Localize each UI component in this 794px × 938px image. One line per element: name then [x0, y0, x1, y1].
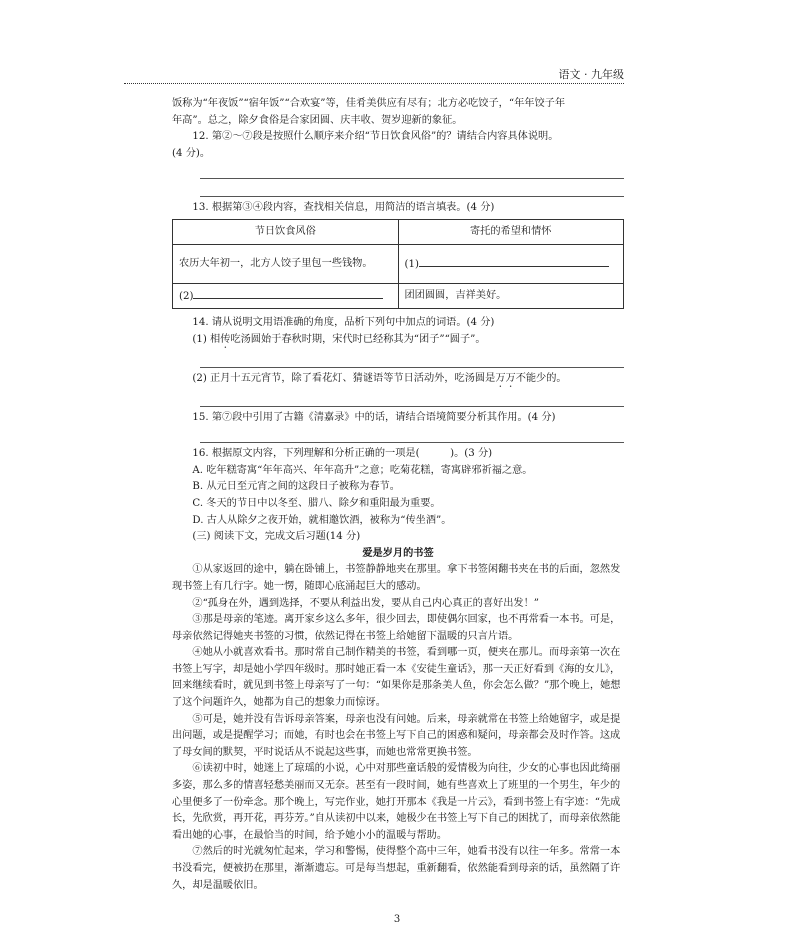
- q13-cell-hope-2: 团团圆圆，吉祥美好。: [398, 283, 624, 308]
- header-divider: [124, 83, 624, 84]
- intro-line-1: 饭称为“年夜饭”“宿年饭”“合欢宴”等，佳肴美供应有尽有；北方必吃饺子，“年年饺子年: [172, 98, 566, 109]
- q16-option-b[interactable]: B. 从元日至元宵之间的这段日子被称为春节。: [192, 481, 400, 493]
- passage-paragraph-2: ②“孤身在外，遇到选择，不要从利益出发，要从自己内心真正的喜好出发！”: [192, 597, 539, 609]
- header-subject-grade: 语文 · 九年级: [558, 68, 624, 81]
- page-number: 3: [393, 914, 401, 925]
- section3-heading: (三) 阅读下文，完成文后习题(14 分): [192, 531, 361, 543]
- q12-answer-line-2[interactable]: [200, 182, 624, 197]
- q15-answer-line[interactable]: [200, 428, 624, 443]
- q14-dotted-word-2: 万万: [495, 372, 516, 384]
- q14-dotted-word-1: 传: [220, 333, 231, 345]
- q16-option-c[interactable]: C. 冬天的节日中以冬至、腊八、除夕和重阳最为重要。: [192, 497, 441, 509]
- q16-option-a[interactable]: A. 吃年糕寄寓“年年高兴、年年高升”之意；吃菊花糕，寄寓辟邪祈福之意。: [192, 464, 533, 476]
- q16-text: 16. 根据原文内容，下列理解和分析正确的一项是( )。(3 分): [192, 448, 493, 460]
- passage-paragraph-4: ④她从小就喜欢看书。那时常自己制作精美的书签，看到哪一页，便夹在那儿。而母亲第一次在书签上写字，却是她小学四年级时。那时她正看一本《安徒生童话》，那一天正好看到《海的女儿》，回来继续看时，就见到书签上母亲写了一句：“如果你是那条美人鱼，你会怎么做？”那个晚上，她想了这个问题许久，她都为自己的想象力而惊讶。: [172, 647, 621, 709]
- q13-header-custom: 节日饮食风俗: [173, 219, 399, 244]
- q12-text: 12. 第②～⑦段是按照什么顺序来介绍“节日饮食风俗”的？请结合内容具体说明。: [192, 131, 559, 143]
- intro-line-2: 年高”。总之，除夕食俗是合家团圆、庆丰收、贺岁迎新的象征。: [172, 114, 463, 126]
- q14-answer-line-1[interactable]: [200, 353, 624, 368]
- passage-paragraph-3: ③那是母亲的笔迹。离开家乡这么多年，很少回去，即使偶尔回家，也不再常看一本书。可是，母亲依然记得她夹书签的习惯，依然记得在书签上给她留下温暖的只言片语。: [172, 614, 621, 642]
- passage-paragraph-5: ⑤可是，她并没有告诉母亲答案，母亲也没有问她。后来，母亲就常在书签上给她留字，或是提出问题，或是提醒学习；而她，有时也会在书签上写下自己的困惑和疑问，母亲都会及时作答。这成了母女间的默契，平时说话从不说起这些事，而她也常常更换书签。: [172, 713, 621, 758]
- q14-sentence-1: (1) 相传吃汤圆始于春秋时期，宋代时已经称其为“团子”“圆子”。: [192, 333, 486, 345]
- page-content: [172, 96, 624, 894]
- q13-cell-blank-1[interactable]: (1): [398, 244, 624, 283]
- passage-paragraph-6: ⑥读初中时，她迷上了琼瑶的小说，心中对那些童话般的爱情极为向往，少女的心事也因此绮丽多姿，那么多的情喜轻愁美丽而又无奈。甚至有一段时间，她有些喜欢上了班里的一个男生，年少的心里便多了一份牵念。那个晚上，写完作业，她打开那本《我是一片云》，看到书签上有字迹：“先成长，先欣赏，再开花，再芬芳。”自从读初中以来，她极少在书签上写下自己的困扰了，而母亲依然能看出她的心事，在最恰当的时间，给予她小小的温暖与帮助。: [172, 763, 621, 841]
- passage-title: 爱是岁月的书签: [362, 547, 434, 559]
- q13-cell-custom-1: 农历大年初一，北方人饺子里包一些钱物。: [173, 244, 399, 283]
- q13-header-hope: 寄托的希望和情怀: [398, 219, 624, 244]
- q13-table: [172, 219, 624, 309]
- q16-option-d[interactable]: D. 古人从除夕之夜开始，就相邀饮酒，被称为“传坐酒”。: [192, 514, 452, 526]
- q15-text: 15. 第⑦段中引用了古籍《清嘉录》中的话，请结合语境简要分析其作用。(4 分): [192, 411, 556, 423]
- q12-answer-line-1[interactable]: [200, 164, 624, 179]
- q14-sentence-2: (2) 正月十五元宵节，除了看花灯、猜谜语等节日活动外，吃汤圆是万万不能少的。: [192, 372, 567, 384]
- q14-answer-line-2[interactable]: [200, 392, 624, 407]
- passage-paragraph-1: ①从家返回的途中，躺在卧铺上，书签静静地夹在那里。拿下书签闲翻书夹在书的后面，忽然发现书签上有几行字。她一愣，随即心底涌起巨大的感动。: [172, 564, 621, 592]
- q12-points: (4 分)。: [172, 147, 211, 159]
- q14-text: 14. 请从说明文用语准确的角度，品析下列句中加点的词语。(4 分): [192, 316, 495, 328]
- q13-cell-blank-2[interactable]: (2): [173, 283, 399, 308]
- passage-paragraph-7: ⑦然后的时光就匆忙起来，学习和警惕，使得整个高中三年，她看书没有以往一年多。常常一本书没看完，便被扔在那里，渐渐遗忘。可是每当想起，重新翻看，依然能看到母亲的话，虽然隔了许久，却是温暖依旧。: [172, 846, 621, 891]
- q13-text: 13. 根据第③④段内容，查找相关信息，用简洁的语言填表。(4 分): [192, 202, 495, 214]
